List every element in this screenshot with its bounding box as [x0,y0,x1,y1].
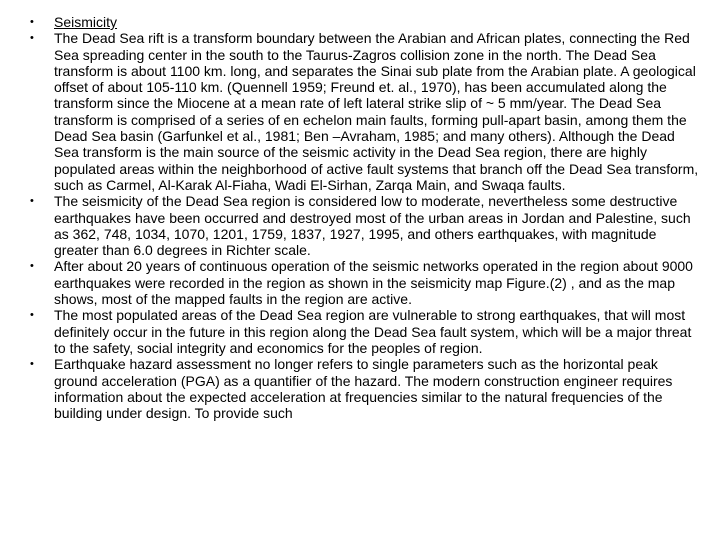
bullet-icon: • [30,16,34,28]
paragraph-networks: After about 20 years of continuous operation of the seismic networks operated in the region about 9000 earthquakes were recorded in the region as shown in the seismicity map Figure.(2) , and as the map shows, most of the mapped faults in the region are active. [54,258,693,308]
paragraph-rift: The Dead Sea rift is a transform boundary between the Arabian and African plates, connecting the Red Sea spreading center in the south to the Taurus-Zagros collision zone in the north. The Dead Sea transform is about 1100 km. long, and separates the Sinai sub plate from the Arabian plate. A geological offset of about 105-110 km. (Quennell 1959; Freund et. al., 1970), has been accumulated along the transform since the Miocene at a mean rate of left lateral strike slip of ~ 5 mm/year. The Dead Sea transform is comprised of a series of en echelon main faults, forming pull-apart basin, among them the Dead Sea basin (Garfunkel et al., 1981; Ben –Avraham, 1985; and many others). Although the Dead Sea transform is the main source of the seismic activity in the Dead Sea region, there are highly populated areas within the neighborhood of active fault systems that branch off the Dead Sea transform, such as Carmel, Al-Karak Al-Fiaha, Wadi El-Sirhan, Zarqa Main, and Swaqa faults. [54,30,699,193]
bullet-icon: • [30,32,34,45]
bullet-item-rift [30,30,702,193]
paragraph-seismicity-level: The seismicity of the Dead Sea region is considered low to moderate, nevertheless some destructive earthquakes have been occurred and destroyed most of the urban areas in Jordan and Palestine, such as 362, 748, 1034, 1070, 1201, 1759, 1837, 1927, 1995, and others earthquakes, with magnitude greater than 6.0 degrees in Richter scale. [54,193,691,259]
bullet-icon: • [30,358,34,371]
bullet-item-networks [30,258,702,307]
bullet-item-hazard-assessment [30,356,702,421]
bullet-item-populated-areas [30,307,702,356]
paragraph-populated-areas: The most populated areas of the Dead Sea region are vulnerable to strong earthquakes, that will most definitely occur in the future in this region along the Dead Sea fault system, which will be a major threat to the safety, social integrity and economics for the peoples of region. [54,307,692,356]
bullet-icon: • [30,309,34,322]
bullet-item-seismicity-level [30,193,702,258]
bullet-icon: • [30,195,34,208]
bullet-list [30,14,702,421]
paragraph-hazard-assessment: Earthquake hazard assessment no longer refers to single parameters such as the horizontal peak ground acceleration (PGA) as a quantifier of the hazard. The modern construction engineer requires information about the expected acceleration at frequencies similar to the natural frequencies of the building under design. To provide such [54,356,673,422]
bullet-icon: • [30,260,34,273]
bullet-item-heading [30,14,702,30]
heading-seismicity: Seismicity [54,14,118,30]
